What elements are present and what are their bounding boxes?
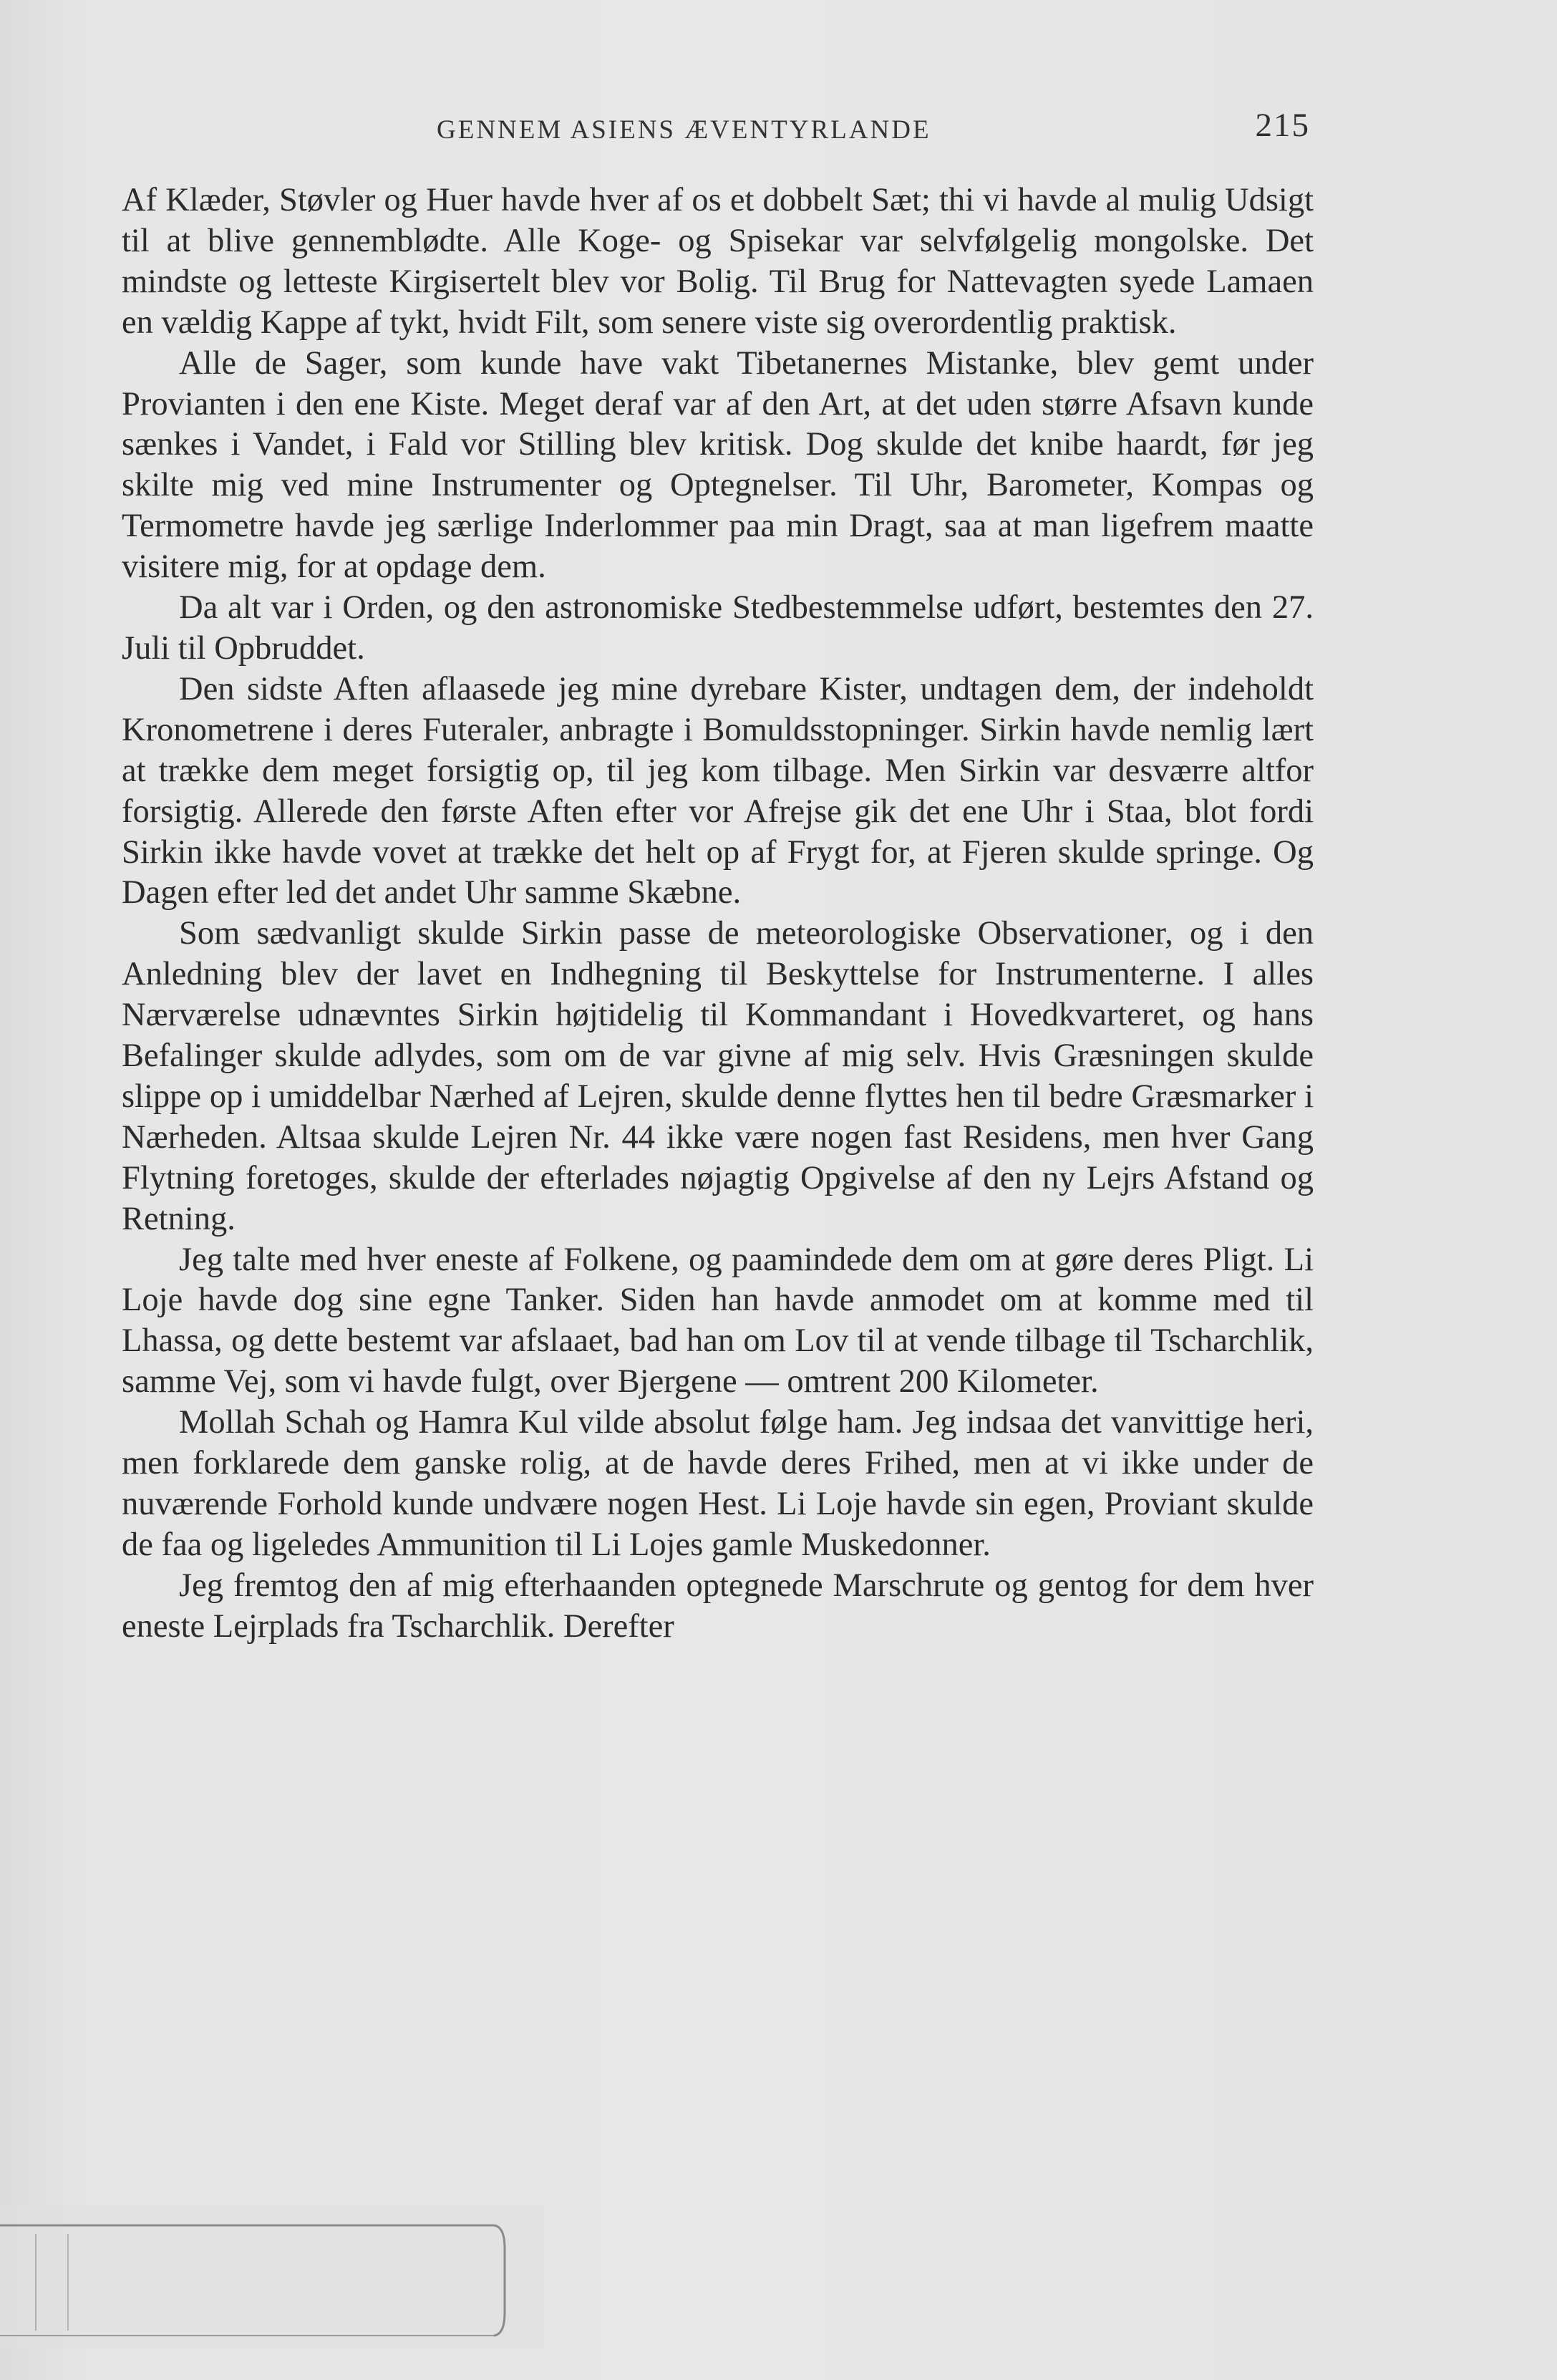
paragraph: Som sædvanligt skulde Sirkin passe de meteorologiske Observationer, og i den Anledning blev der lavet en Indhegning til Beskyttelse for Instrumenterne. I alles Nærværelse udnævntes Sirkin højtidelig til Kommandant i Hovedkvarteret, og hans Befalinger skulde adlydes, som om de var givne af mig selv. Hvis Græsningen skulde slippe op i umiddelbar Nærhed af Lejren, skulde denne flyttes hen til bedre Græsmarker i Nærheden. Altsaa skulde Lejren Nr. 44 ikke være nogen fast Residens, men hver Gang Flytning foretoges, skulde der efterlades nøjagtig Opgivelse af den ny Lejrs Afstand og Retning.: [122, 915, 1314, 1237]
page-number: 215: [1255, 107, 1310, 144]
paragraph: Den sidste Aften aflaasede jeg mine dyrebare Kister, undtagen dem, der indeholdt Kronometrene i deres Futeraler, anbragte i Bomuldsstopninger. Sirkin havde nemlig lært at trække dem meget forsigtig op, til jeg kom tilbage. Men Sirkin var desværre altfor forsigtig. Allerede den første Aften efter vor Afrejse gik det ene Uhr i Staa, blot fordi Sirkin ikke havde vovet at trække det helt op af Frygt for, at Fjeren skulde springe. Og Dagen efter led det andet Uhr samme Skæbne.: [122, 670, 1314, 911]
paragraph: Jeg fremtog den af mig efterhaanden optegnede Marschrute og gentog for dem hver eneste Lejrplads fra Tscharchlik. Derefter: [122, 1567, 1314, 1645]
paragraph: Da alt var i Orden, og den astronomiske Stedbestemmelse udført, bestemtes den 27. Juli til Opbruddet.: [122, 589, 1314, 667]
paragraph: Jeg talte med hver eneste af Folkene, og paamindede dem om at gøre deres Pligt. Li Loje havde dog sine egne Tanker. Siden han havde anmodet om at komme med til Lhassa, og dette bestemt var afslaaet, bad han om Lov til at vende tilbage til Tscharchlik, samme Vej, som vi havde fulgt, over Bjergene — omtrent 200 Kilometer.: [122, 1241, 1314, 1401]
running-title: GENNEM ASIENS ÆVENTYRLANDE: [437, 115, 931, 145]
body-text: [122, 180, 1314, 1648]
library-stamp-mark: [0, 2205, 544, 2348]
paragraph: Af Klæder, Støvler og Huer havde hver af os et dobbelt Sæt; thi vi havde al mulig Udsigt til at blive gennemblødte. Alle Koge- og Spisekar var selvfølgelig mongolske. Det mindste og letteste Kirgisertelt blev vor Bolig. Til Brug for Nattevagten syede Lamaen en vældig Kappe af tykt, hvidt Filt, som senere viste sig overordentlig praktisk.: [122, 182, 1314, 341]
page-header: [122, 106, 1310, 156]
paragraph: Mollah Schah og Hamra Kul vilde absolut følge ham. Jeg indsaa det vanvittige heri, men forklarede dem ganske rolig, at de havde deres Frihed, men at vi ikke under de nuværende Forhold kunde undvære nogen Hest. Li Loje havde sin egen, Proviant skulde de faa og ligeledes Ammunition til Li Lojes gamle Muskedonner.: [122, 1404, 1314, 1563]
paragraph: Alle de Sager, som kunde have vakt Tibetanernes Mistanke, blev gemt under Provianten i den ene Kiste. Meget deraf var af den Art, at det uden større Afsavn kunde sænkes i Vandet, i Fald vor Stilling blev kritisk. Dog skulde det knibe haardt, før jeg skilte mig ved mine Instrumenter og Optegnelser. Til Uhr, Barometer, Kompas og Termometre havde jeg særlige Inderlommer paa min Dragt, saa at man ligefrem maatte visitere mig, for at opdage dem.: [122, 344, 1314, 586]
stamp-outline: [0, 2205, 544, 2348]
